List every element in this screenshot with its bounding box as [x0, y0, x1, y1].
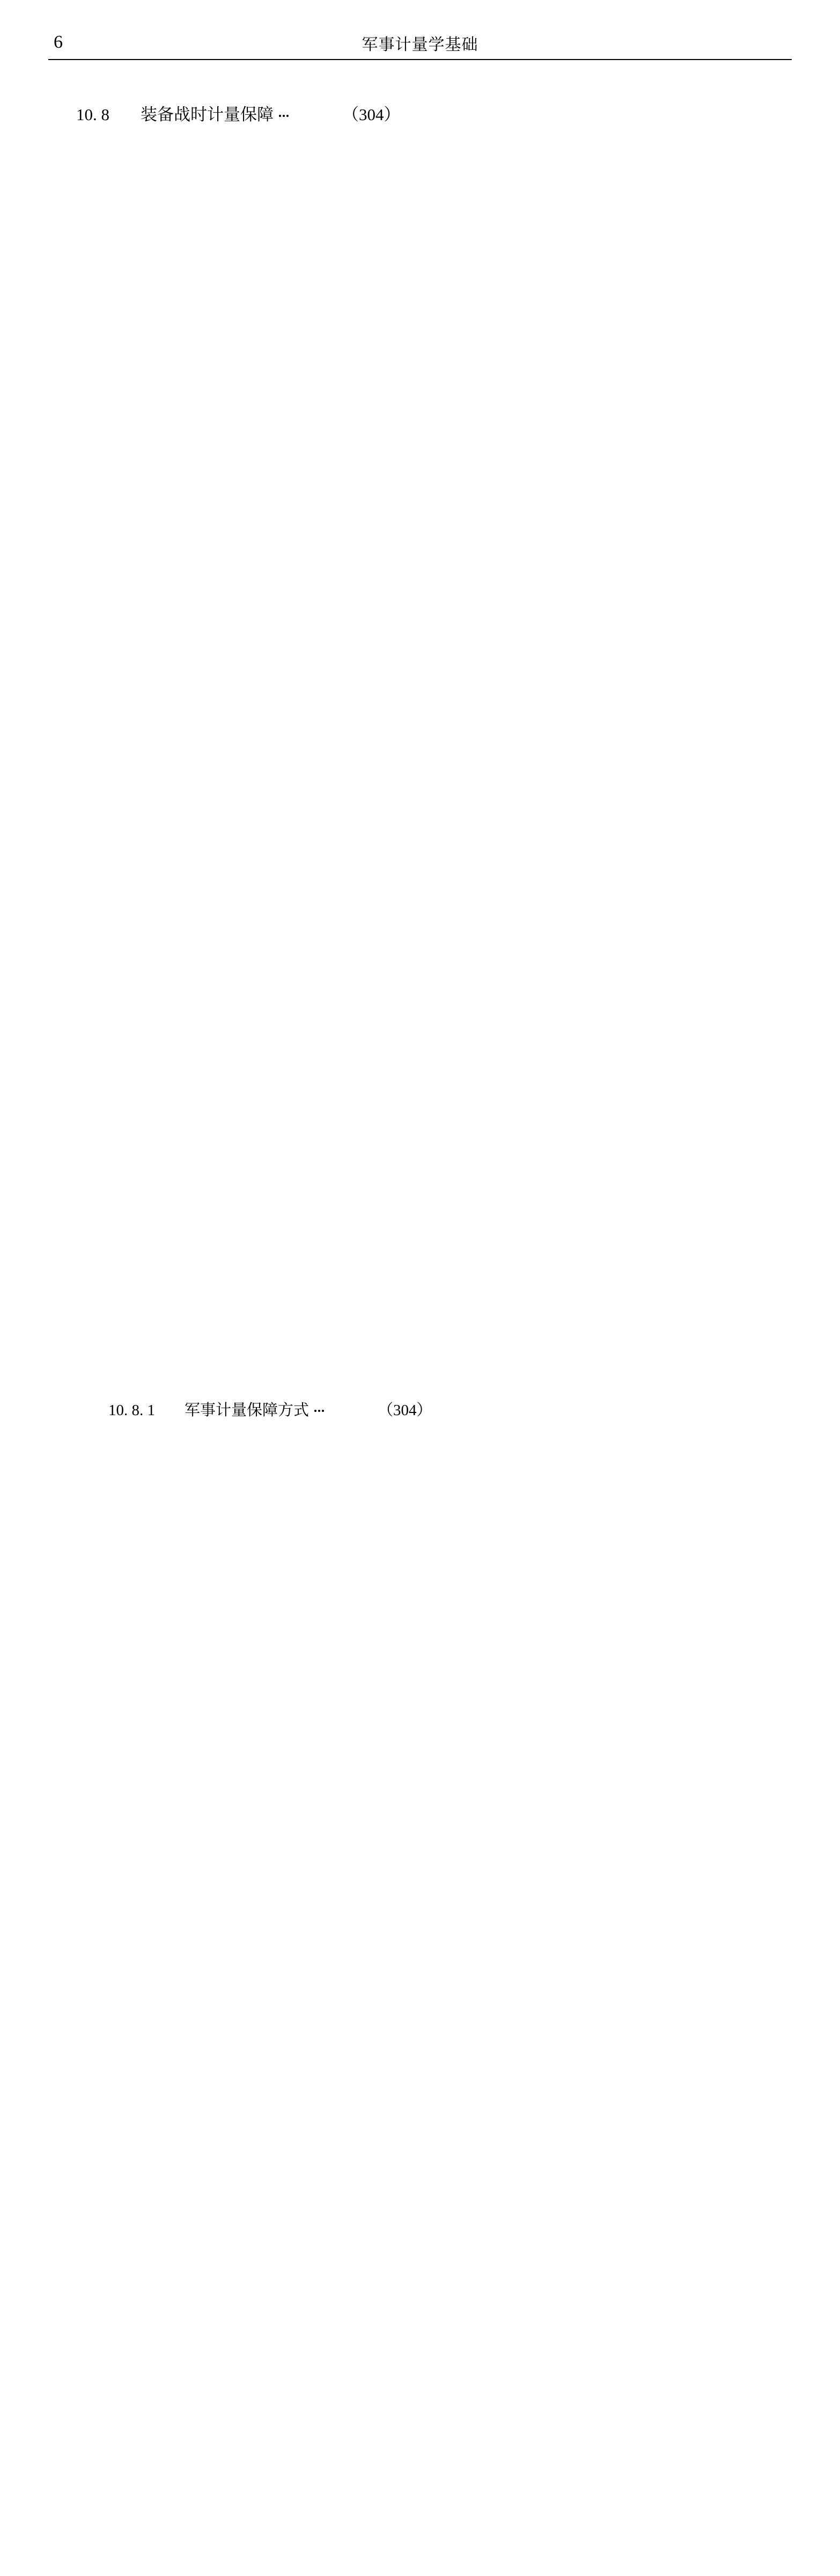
toc-entry-label: 军事计量保障方式 [185, 1402, 310, 1419]
toc-entry-number: 10. 8 [76, 105, 109, 124]
toc-entry[interactable] [108, 1377, 840, 2576]
toc-entry-page: （304） [378, 1402, 432, 1419]
leader-dots [279, 115, 289, 117]
page-header [48, 21, 792, 60]
page-number: 6 [54, 32, 63, 52]
toc-entry-number: 10. 8. 1 [108, 1402, 155, 1419]
toc-entry-label: 装备战时计量保障 [141, 105, 274, 124]
leader-dots [314, 1410, 324, 1412]
toc-section-chapter10 [48, 79, 792, 2576]
toc-entry-page: （304） [342, 105, 401, 124]
book-title: 军事计量学基础 [362, 35, 478, 54]
toc-entry[interactable] [76, 79, 820, 1367]
